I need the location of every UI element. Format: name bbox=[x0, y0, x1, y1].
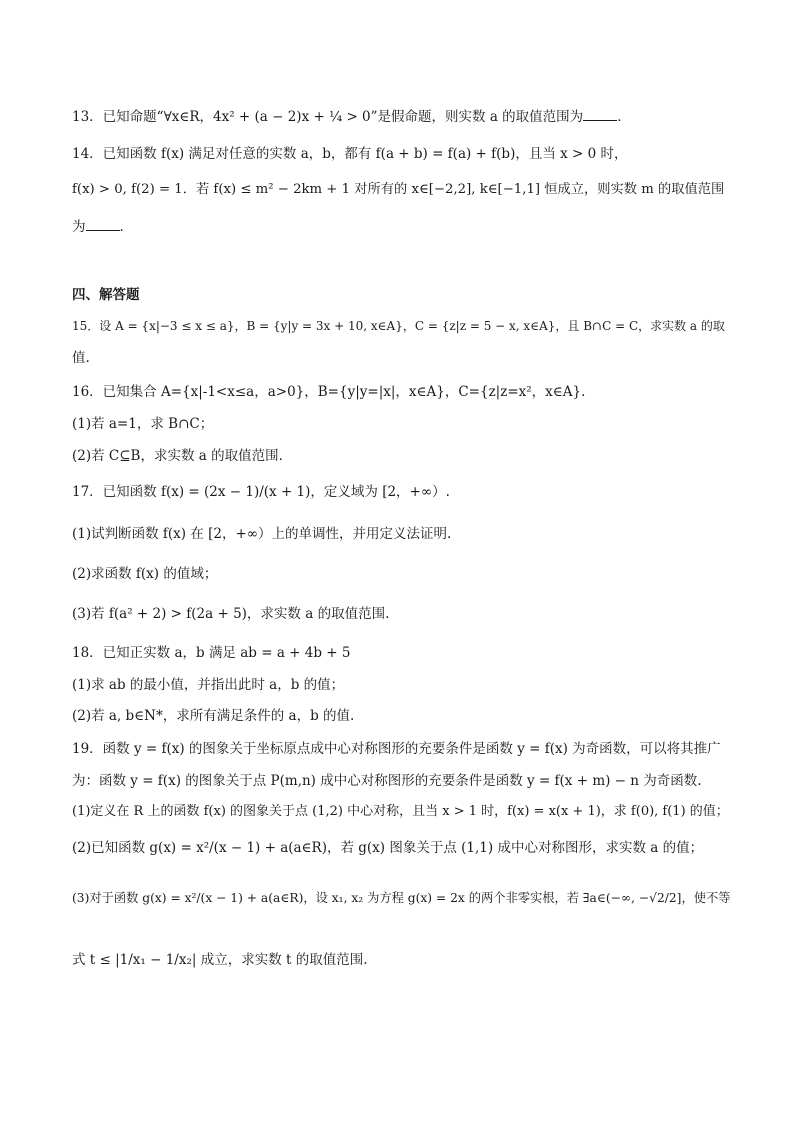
problem-19-line-4: (2)已知函数 g(x) = x²/(x − 1) + a(a∈R)，若 g(x) 图象关于点 (1,1) 成中心对称图形，求实数 a 的值； bbox=[72, 840, 704, 856]
problem-14-line-2: f(x) > 0, f(2) = 1．若 f(x) ≤ m² − 2km + 1 对所有的 x∈[−2,2], k∈[−1,1] 恒成立，则实数 m 的取值范围 bbox=[72, 182, 725, 197]
problem-16-line-3: (2)若 C⊆B，求实数 a 的取值范围. bbox=[72, 448, 283, 464]
problem-18-line-1: 18．已知正实数 a，b 满足 ab = a + 4b + 5 bbox=[72, 645, 351, 661]
problem-19-line-6: 式 t ≤ |1/x₁ − 1/x₂| 成立，求实数 t 的取值范围. bbox=[72, 952, 368, 968]
problem-19-line-2: 为：函数 y = f(x) 的图象关于点 P(m,n) 成中心对称图形的充要条件是函数 y = f(x + m) − n 为奇函数. bbox=[72, 773, 702, 789]
answer-blank bbox=[583, 108, 617, 121]
problem-19-line-1: 19．函数 y = f(x) 的图象关于坐标原点成中心对称图形的充要条件是函数 y = f(x) 为奇函数，可以将其推广 bbox=[72, 741, 721, 757]
problem-16-line-2: (1)若 a=1，求 B∩C； bbox=[72, 416, 214, 432]
problem-17-line-2: (1)试判断函数 f(x) 在 [2，+∞）上的单调性，并用定义法证明. bbox=[72, 526, 452, 542]
problem-19-line-3: (1)定义在 R 上的函数 f(x) 的图象关于点 (1,2) 中心对称，且当 x > 1 时，f(x) = x(x + 1)，求 f(0), f(1) 的值； bbox=[72, 804, 729, 819]
problem-17-line-3: (2)求函数 f(x) 的值域； bbox=[72, 566, 218, 582]
problem-17-line-4: (3)若 f(a² + 2) > f(2a + 5)，求实数 a 的取值范围. bbox=[72, 606, 390, 622]
problem-19-line-5: (3)对于函数 g(x) = x²/(x − 1) + a(a∈R)，设 x₁, x₂ 为方程 g(x) = 2x 的两个非零实根，若 ∃a∈(−∞, −√2/2]，使不等 bbox=[72, 891, 731, 905]
problem-16-line-1: 16．已知集合 A={x|-1<x≤a，a>0}，B={y|y=|x|，x∈A}，C={z|z=x²，x∈A}. bbox=[72, 384, 586, 400]
problem-15-line-2: 值. bbox=[72, 350, 90, 366]
problem-14-line-1: 14．已知函数 f(x) 满足对任意的实数 a，b，都有 f(a + b) = f(a) + f(b)，且当 x > 0 时， bbox=[72, 146, 628, 162]
problem-18-line-2: (1)求 ab 的最小值，并指出此时 a，b 的值； bbox=[72, 677, 345, 693]
answer-blank bbox=[86, 218, 120, 231]
problem-18-line-3: (2)若 a, b∈N*，求所有满足条件的 a，b 的值. bbox=[72, 708, 355, 724]
problem-17-line-1: 17．已知函数 f(x) = (2x − 1)/(x + 1)，定义域为 [2，+∞）. bbox=[72, 484, 450, 500]
problem-13-text: 13．已知命题“∀x∈R，4x² + (a − 2)x + ¼ > 0”是假命题，则实数 a 的取值范围为 bbox=[72, 109, 584, 125]
problem-15-line-1: 15．设 A = {x|−3 ≤ x ≤ a}，B = {y|y = 3x + 10, x∈A}，C = {z|z = 5 − x, x∈A}，且 B∩C = C，求实数 a 的取 bbox=[72, 319, 725, 333]
problem-14-line-3: 为 ． bbox=[72, 219, 133, 235]
section-heading: 四、解答题 bbox=[72, 287, 140, 303]
problem-13-line-1: 13．已知命题“∀x∈R，4x² + (a − 2)x + ¼ > 0”是假命题，则实数 a 的取值范围为 ． bbox=[72, 109, 631, 125]
